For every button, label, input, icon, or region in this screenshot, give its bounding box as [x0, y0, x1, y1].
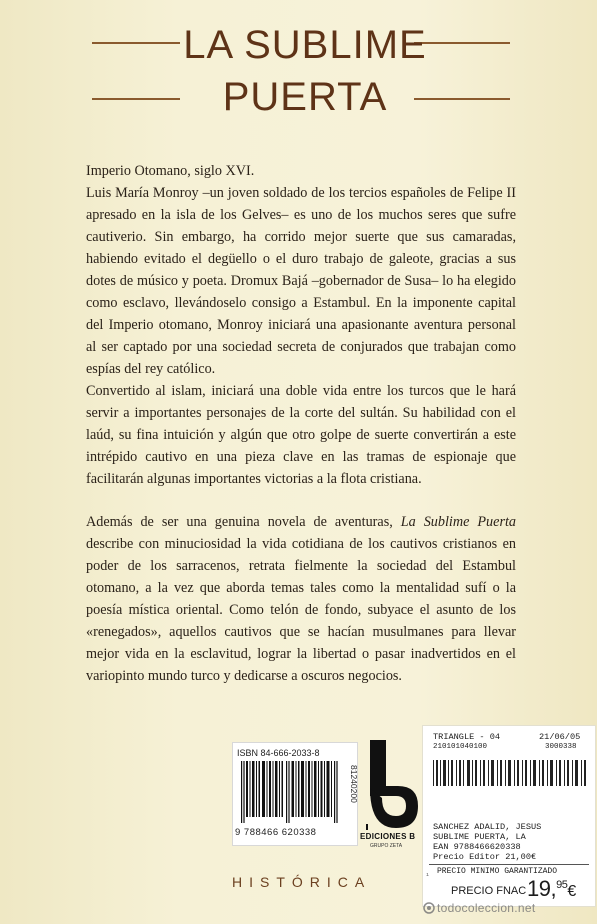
- book-title-italic: La Sublime Puerta: [400, 514, 517, 530]
- sticker-ean: EAN 9788466620338: [433, 842, 521, 852]
- fnac-price-label: PRECIO FNAC: [451, 885, 527, 897]
- sticker-book-title: SUBLIME PUERTA, LA: [433, 832, 526, 842]
- book-title-line2: PUERTA: [222, 75, 388, 119]
- sticker-short-code: 3000338: [545, 743, 577, 751]
- sticker-side-mark: ı: [426, 872, 430, 878]
- price-sticker: [423, 726, 595, 906]
- isbn-label: ISBN 84-666-2033-8: [237, 748, 320, 758]
- watermark-logo-icon: [423, 902, 435, 914]
- sticker-barcode-icon: [431, 760, 587, 786]
- sticker-editor-price: Precio Editor 21,00€: [433, 852, 537, 862]
- synopsis: [86, 160, 516, 687]
- publisher-name: EDICIONES B: [360, 832, 416, 841]
- publisher-group: GRUPO ZETA: [370, 843, 403, 849]
- fnac-price-value: 19,95€: [527, 876, 576, 901]
- sticker-internal-code: 210101040100: [433, 743, 488, 751]
- sticker-date: 21/06/05: [539, 732, 581, 742]
- side-code: 81240200: [349, 765, 359, 803]
- ean-digits: 9 788466 620338: [235, 827, 317, 838]
- publisher-logo-icon: [362, 736, 424, 846]
- collection-name: HISTÓRICA: [232, 874, 372, 890]
- title-rule-right-bottom: [414, 98, 510, 100]
- synopsis-paragraph-1: Imperio Otomano, siglo XVI.: [86, 163, 255, 179]
- synopsis-paragraph-3: Convertido al islam, iniciará una doble vida entre los turcos que le hará servir a importantes personajes de la corte del sultán. Su habilidad con el laúd, su fina intuición y algún que otro golpe de suerte convertirán a este intrépido cautivo en una pieza clave en las tramas de espionaje que facilitarán algunas importantes victorias a la flota cristiana.: [86, 383, 516, 487]
- book-title-line1: LA SUBLIME: [183, 23, 427, 67]
- title-rule-left-bottom: [92, 98, 180, 100]
- sticker-minimum-price: PRECIO MINIMO GARANTIZADO: [437, 867, 558, 876]
- synopsis-paragraph-4: Además de ser una genuina novela de aventuras, La Sublime Puerta describe con minuciosidad la vida cotidiana de los cautivos cristianos en poder de los sarracenos, retrata fielmente la sociedad del Estambul otomano, a la vez que aborda temas tales como la mentalidad sufí o la poesía mística oriental. Como telón de fondo, subyace el asunto de los «renegados», aquellos cautivos que se hacían musulmanes para llevar mejor vida en la esclavitud, lograr la libertad o pasar inadvertidos en el variopinto mundo turco y dedicarse a oscuros negocios.: [86, 514, 517, 684]
- sticker-divider: [429, 864, 589, 865]
- isbn-barcode-sticker: [232, 742, 358, 846]
- watermark-text: todocoleccion.net: [437, 901, 536, 915]
- synopsis-paragraph-2: Luis María Monroy –un joven soldado de los tercios españoles de Felipe II apresado en la isla de los Gelves– es uno de los muchos seres que sufre cautiverio. Sin embargo, ha corrido mejor suerte que sus camaradas, habiendo evitado el degüello o el duro trabajo de galeote, gracias a sus dotes de músico y poeta. Dromux Bajá –gobernador de Susa– lo ha elegido como esclavo, llevándoselo consigo a Estambul. En la imponente capital del Imperio otomano, Monroy iniciará una apasionante aventura personal al ser captado por una sociedad secreta de conjurados que trabajan como espías del rey católico.: [86, 185, 516, 377]
- sticker-store-code: TRIANGLE - 04: [433, 732, 501, 742]
- barcode-icon: [241, 761, 341, 823]
- sticker-author: SANCHEZ ADALID, JESUS: [433, 822, 542, 832]
